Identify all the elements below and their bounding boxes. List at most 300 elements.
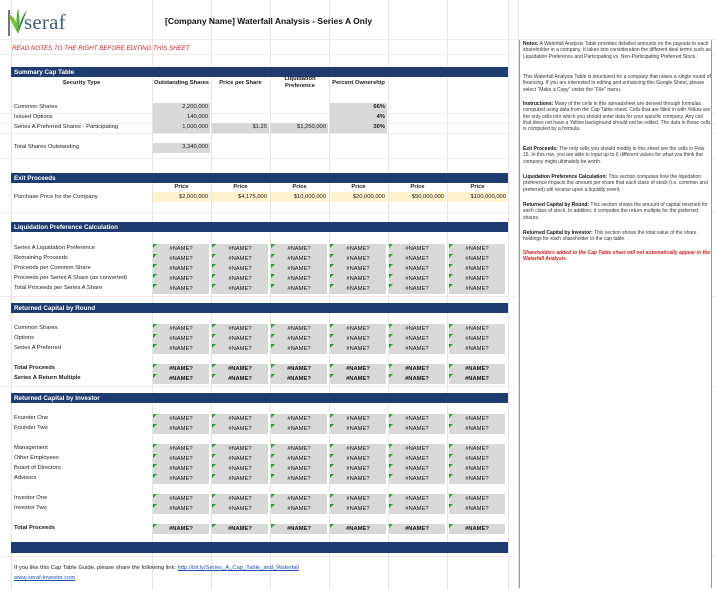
shares-options: 140,000 [187, 114, 208, 120]
formula-error-cell[interactable] [389, 344, 445, 354]
price-header: Price [351, 184, 366, 190]
formula-error-cell[interactable] [153, 374, 209, 384]
formula-error-cell[interactable] [389, 364, 445, 374]
formula-error-cell[interactable] [389, 254, 445, 264]
formula-error-text: #NAME? [346, 425, 370, 432]
exit-price-value: $100,000,000 [470, 194, 506, 200]
formula-error-cell[interactable] [449, 474, 505, 484]
formula-error-text: #NAME? [228, 445, 252, 452]
col-header-liquidation-preference: Liquidation Preference [284, 76, 316, 89]
formula-error-text: #NAME? [287, 415, 311, 422]
formula-error-cell[interactable] [153, 524, 209, 534]
row-label-liq: Series A Liquidation Preference [14, 245, 95, 251]
formula-error-text: #NAME? [169, 265, 193, 272]
formula-error-text: #NAME? [287, 335, 311, 342]
formula-error-cell[interactable] [271, 524, 327, 534]
formula-error-text: #NAME? [228, 505, 252, 512]
formula-error-cell[interactable] [153, 344, 209, 354]
formula-error-text: #NAME? [346, 345, 370, 352]
formula-error-text: #NAME? [465, 475, 489, 482]
note-instructions-text: Many of the cells in this spreadsheet are derived through formulas computed using data from the Cap Table sheet. Cells that are filled in with Yellow are the only cells into which you should enter data for your specific company. Any cell that does not have a Yellow background should not be edited. The data in these cells is computed by a formula. [523, 101, 711, 133]
formula-error-cell[interactable] [153, 444, 209, 454]
formula-error-cell[interactable] [330, 524, 386, 534]
formula-error-text: #NAME? [228, 325, 252, 332]
formula-error-text: #NAME? [465, 325, 489, 332]
formula-error-text: #NAME? [465, 425, 489, 432]
formula-error-cell[interactable] [212, 524, 268, 534]
formula-error-text: #NAME? [346, 275, 370, 282]
section-summary-cap-table: Summary Cap Table [11, 67, 508, 77]
formula-error-cell[interactable] [389, 324, 445, 334]
formula-error-cell[interactable] [271, 334, 327, 344]
formula-error-cell[interactable] [271, 414, 327, 424]
formula-error-text: #NAME? [169, 255, 193, 262]
row-label-investor: Investor One [14, 495, 48, 501]
shares-series-a: 1,000,000 [182, 124, 208, 130]
formula-error-cell[interactable] [389, 284, 445, 294]
page-title: [Company Name] Waterfall Analysis - Series A Only [165, 16, 373, 26]
formula-error-text: #NAME? [346, 495, 370, 502]
formula-error-text: #NAME? [346, 335, 370, 342]
formula-error-cell[interactable] [389, 504, 445, 514]
share-link[interactable]: http://bit.ly/Series_A_Cap_Table_and_Waterfall [177, 565, 299, 571]
formula-error-cell[interactable] [449, 444, 505, 454]
row-label-investor: Advisors [14, 475, 37, 481]
section-exit-proceeds: Exit Proceeds [11, 173, 508, 183]
formula-error-cell[interactable] [389, 524, 445, 534]
formula-error-cell[interactable] [449, 324, 505, 334]
formula-error-cell[interactable] [212, 474, 268, 484]
formula-error-cell[interactable] [330, 424, 386, 434]
formula-error-cell[interactable] [212, 504, 268, 514]
exit-price-value: $4,175,000 [237, 194, 267, 200]
note-liq [523, 174, 711, 193]
formula-error-text: #NAME? [465, 495, 489, 502]
formula-error-cell[interactable] [212, 254, 268, 264]
formula-error-cell[interactable] [153, 274, 209, 284]
formula-error-cell[interactable] [449, 454, 505, 464]
formula-error-text: #NAME? [346, 365, 370, 372]
formula-error-text: #NAME? [346, 505, 370, 512]
formula-error-cell[interactable] [212, 324, 268, 334]
note-instructions [523, 101, 711, 132]
note-round-text: This section shows the amount of capital returned for each class of stock. In addition, it computes the return multiple for the preferred shares. [523, 202, 708, 221]
row-label-return-multiple: Series A Return Multiple [14, 375, 81, 381]
formula-error-cell[interactable] [389, 334, 445, 344]
price-header: Price [233, 184, 248, 190]
formula-error-cell[interactable] [153, 454, 209, 464]
pct-common: 66% [373, 104, 385, 110]
formula-error-cell[interactable] [153, 264, 209, 274]
formula-error-cell[interactable] [271, 504, 327, 514]
formula-error-cell[interactable] [271, 444, 327, 454]
row-label-total-shares: Total Shares Outstanding [14, 144, 80, 150]
formula-error-text: #NAME? [465, 525, 489, 532]
formula-error-text: #NAME? [228, 425, 252, 432]
formula-error-text: #NAME? [287, 505, 311, 512]
share-text [14, 565, 299, 571]
gridline [11, 0, 12, 590]
row-label-investor-total: Total Proceeds [14, 525, 56, 531]
formula-error-text: #NAME? [405, 345, 429, 352]
formula-error-text: #NAME? [287, 365, 311, 372]
exit-price-value: $10,000,000 [293, 194, 326, 200]
formula-error-cell[interactable] [153, 494, 209, 504]
formula-error-cell[interactable] [389, 414, 445, 424]
formula-error-cell[interactable] [449, 274, 505, 284]
formula-error-text: #NAME? [465, 505, 489, 512]
formula-error-text: #NAME? [169, 525, 193, 532]
note-investor [523, 230, 711, 243]
gridline [447, 0, 448, 590]
formula-error-text: #NAME? [287, 375, 311, 382]
formula-error-text: #NAME? [169, 325, 193, 332]
formula-error-text: #NAME? [405, 415, 429, 422]
formula-error-text: #NAME? [465, 375, 489, 382]
note-exit-head: Exit Proceeds: [523, 146, 558, 152]
formula-error-cell[interactable] [271, 464, 327, 474]
formula-error-cell[interactable] [330, 444, 386, 454]
formula-error-text: #NAME? [287, 265, 311, 272]
row-label-series-a: Series A Preferred Shares - Participating [14, 124, 119, 130]
formula-error-cell[interactable] [389, 494, 445, 504]
pct-options: 4% [376, 114, 385, 120]
formula-error-cell[interactable] [330, 244, 386, 254]
formula-error-text: #NAME? [169, 365, 193, 372]
formula-error-text: #NAME? [228, 475, 252, 482]
formula-error-cell[interactable] [212, 414, 268, 424]
footer-bar [11, 542, 508, 553]
formula-error-cell[interactable] [212, 464, 268, 474]
formula-error-text: #NAME? [405, 375, 429, 382]
formula-error-cell[interactable] [212, 344, 268, 354]
formula-error-text: #NAME? [346, 465, 370, 472]
row-label-investor: Board of Directors [14, 465, 61, 471]
pref-series-a: $1,250,000 [296, 124, 326, 130]
formula-error-text: #NAME? [346, 255, 370, 262]
formula-error-cell[interactable] [330, 504, 386, 514]
formula-error-cell[interactable] [271, 474, 327, 484]
formula-error-text: #NAME? [465, 365, 489, 372]
formula-error-text: #NAME? [405, 445, 429, 452]
formula-error-text: #NAME? [405, 255, 429, 262]
formula-error-cell[interactable] [330, 414, 386, 424]
col-header-outstanding-shares: Outstanding Shares [153, 80, 210, 86]
formula-error-text: #NAME? [228, 465, 252, 472]
formula-error-text: #NAME? [405, 275, 429, 282]
formula-error-text: #NAME? [169, 465, 193, 472]
formula-error-text: #NAME? [169, 375, 193, 382]
formula-error-text: #NAME? [465, 415, 489, 422]
formula-error-cell[interactable] [330, 454, 386, 464]
formula-error-cell[interactable] [271, 374, 327, 384]
formula-error-text: #NAME? [465, 265, 489, 272]
formula-error-cell[interactable] [153, 324, 209, 334]
formula-error-cell[interactable] [330, 334, 386, 344]
formula-error-text: #NAME? [465, 345, 489, 352]
formula-error-cell[interactable] [212, 364, 268, 374]
formula-error-text: #NAME? [228, 375, 252, 382]
formula-error-text: #NAME? [228, 245, 252, 252]
formula-error-cell[interactable] [449, 504, 505, 514]
formula-error-cell[interactable] [212, 444, 268, 454]
formula-error-cell[interactable] [212, 374, 268, 384]
formula-error-cell[interactable] [449, 494, 505, 504]
formula-error-text: #NAME? [405, 505, 429, 512]
formula-error-cell[interactable] [271, 344, 327, 354]
formula-error-cell[interactable] [449, 464, 505, 474]
formula-error-text: #NAME? [346, 455, 370, 462]
price-header: Price [410, 184, 425, 190]
col-header-percent-ownership: Percent Ownership [332, 80, 385, 86]
note-intro-text: A Waterfall Analysis Table provides detailed amounts on the payouts to each shareholder in a company. It takes into consideration the different deal terms such as Liquidation Preference and Participating vs. Non-Participating Preferred Stock. [523, 41, 711, 60]
formula-error-text: #NAME? [465, 275, 489, 282]
row-label-purchase-price: Purchase Price for the Company [14, 194, 98, 200]
formula-error-text: #NAME? [287, 255, 311, 262]
formula-error-cell[interactable] [153, 244, 209, 254]
gridline [508, 0, 509, 590]
formula-error-text: #NAME? [405, 495, 429, 502]
formula-error-cell[interactable] [330, 254, 386, 264]
formula-error-text: #NAME? [228, 335, 252, 342]
formula-error-text: #NAME? [228, 285, 252, 292]
formula-error-text: #NAME? [287, 345, 311, 352]
col-header-price-per-share: Price per Share [219, 80, 262, 86]
formula-error-cell[interactable] [449, 424, 505, 434]
price-header: Price [174, 184, 189, 190]
formula-error-text: #NAME? [346, 325, 370, 332]
note-liq-text: This section computes how the liquidation preference impacts the amount per share that each class of stock (i.e. common and preferred) will receive upon a liquidity event. [523, 174, 708, 193]
formula-error-cell[interactable] [389, 244, 445, 254]
formula-error-cell[interactable] [153, 424, 209, 434]
formula-error-cell[interactable] [212, 264, 268, 274]
formula-error-cell[interactable] [153, 414, 209, 424]
formula-error-text: #NAME? [465, 285, 489, 292]
row-label-round: Common Shares [14, 325, 58, 331]
formula-error-text: #NAME? [169, 425, 193, 432]
formula-error-cell[interactable] [330, 274, 386, 284]
formula-error-text: #NAME? [169, 345, 193, 352]
formula-error-text: #NAME? [405, 285, 429, 292]
formula-error-text: #NAME? [465, 465, 489, 472]
formula-error-cell[interactable] [212, 494, 268, 504]
formula-error-text: #NAME? [169, 475, 193, 482]
formula-error-cell[interactable] [271, 254, 327, 264]
note-warning: Shareholders added to the Cap Table sheet will not automatically appear in the Waterfall Analysis. [523, 250, 711, 263]
logo-wordmark: seraf [24, 10, 66, 34]
formula-error-cell[interactable] [389, 444, 445, 454]
formula-error-cell[interactable] [271, 264, 327, 274]
formula-error-text: #NAME? [228, 525, 252, 532]
note-structure: This Waterfall Analysis Table is structured for a company that raises a single round of financing. If you are interested in editing and enhancing this Google Sheet, please select "Make a Copy" under the "File" menu. [523, 74, 711, 93]
formula-error-cell[interactable] [271, 274, 327, 284]
share-text-label: If you like this Cap Table Guide, please share the following link: [14, 565, 176, 571]
formula-error-cell[interactable] [449, 364, 505, 374]
formula-error-text: #NAME? [228, 495, 252, 502]
formula-error-cell[interactable] [153, 334, 209, 344]
row-label-liq: Remaining Proceeds [14, 255, 68, 261]
row-label-liq: Proceeds per Series A Share (as converted) [14, 275, 128, 281]
formula-error-cell[interactable] [153, 364, 209, 374]
note-intro [523, 41, 711, 60]
formula-error-cell[interactable] [271, 424, 327, 434]
formula-error-text: #NAME? [346, 375, 370, 382]
formula-error-cell[interactable] [330, 474, 386, 484]
formula-error-cell[interactable] [449, 254, 505, 264]
formula-error-text: #NAME? [287, 445, 311, 452]
note-exit [523, 146, 711, 165]
formula-error-text: #NAME? [287, 495, 311, 502]
formula-error-text: #NAME? [346, 285, 370, 292]
formula-error-text: #NAME? [465, 255, 489, 262]
formula-error-cell[interactable] [449, 284, 505, 294]
formula-error-text: #NAME? [465, 245, 489, 252]
formula-error-cell[interactable] [449, 244, 505, 254]
formula-error-text: #NAME? [405, 455, 429, 462]
formula-error-cell[interactable] [389, 264, 445, 274]
formula-error-text: #NAME? [287, 475, 311, 482]
row-label-investor: Investor Two [14, 505, 47, 511]
formula-error-cell[interactable] [389, 274, 445, 284]
row-label-investor: Management [14, 445, 48, 451]
formula-error-cell[interactable] [330, 264, 386, 274]
formula-error-text: #NAME? [228, 415, 252, 422]
formula-error-cell[interactable] [330, 284, 386, 294]
formula-error-cell[interactable] [449, 414, 505, 424]
note-investor-head: Returned Capital by Investor: [523, 230, 593, 236]
formula-error-text: #NAME? [169, 445, 193, 452]
formula-error-cell[interactable] [153, 284, 209, 294]
formula-error-text: #NAME? [169, 335, 193, 342]
formula-error-cell[interactable] [389, 454, 445, 464]
note-round-head: Returned Capital by Round: [523, 202, 590, 208]
formula-error-text: #NAME? [228, 255, 252, 262]
row-label-investor: Founder One [14, 415, 49, 421]
formula-error-cell[interactable] [330, 344, 386, 354]
formula-error-cell[interactable] [153, 474, 209, 484]
formula-error-cell[interactable] [212, 334, 268, 344]
formula-error-text: #NAME? [228, 455, 252, 462]
note-exit-text: The only cells you should modify in this sheet are the cells in Row 15. In this row, you are able to input up to 6 different values for what you think the company might ultimately be worth. [523, 146, 705, 165]
formula-error-text: #NAME? [405, 335, 429, 342]
formula-error-cell[interactable] [271, 324, 327, 334]
website-link[interactable]: www.seraf-investor.com [14, 575, 76, 581]
formula-error-text: #NAME? [228, 365, 252, 372]
note-round [523, 202, 711, 221]
row-label-common: Common Shares [14, 104, 58, 110]
formula-error-text: #NAME? [405, 325, 429, 332]
note-investor-text: This section shows the total value of the share holdings for each shareholder in the cap table. [523, 230, 697, 243]
formula-error-text: #NAME? [465, 445, 489, 452]
formula-error-text: #NAME? [228, 265, 252, 272]
formula-error-cell[interactable] [330, 364, 386, 374]
exit-price-value: $50,000,000 [411, 194, 444, 200]
exit-price-value: $20,000,000 [352, 194, 385, 200]
formula-error-text: #NAME? [405, 465, 429, 472]
formula-error-text: #NAME? [287, 525, 311, 532]
price-header: Price [470, 184, 485, 190]
formula-error-cell[interactable] [271, 364, 327, 374]
formula-error-cell[interactable] [449, 344, 505, 354]
formula-error-text: #NAME? [287, 275, 311, 282]
formula-error-cell[interactable] [271, 494, 327, 504]
text-cursor [8, 10, 10, 36]
formula-error-text: #NAME? [169, 505, 193, 512]
formula-error-cell[interactable] [389, 464, 445, 474]
formula-error-text: #NAME? [346, 445, 370, 452]
price-series-a: $1.25 [252, 124, 267, 130]
row-label-round: Options [14, 335, 34, 341]
total-shares-value: 3,340,000 [182, 144, 208, 150]
formula-error-text: #NAME? [405, 245, 429, 252]
formula-error-cell[interactable] [330, 464, 386, 474]
formula-error-text: #NAME? [346, 415, 370, 422]
formula-error-cell[interactable] [212, 454, 268, 464]
formula-error-cell[interactable] [153, 254, 209, 264]
formula-error-cell[interactable] [153, 504, 209, 514]
formula-error-cell[interactable] [389, 374, 445, 384]
formula-error-text: #NAME? [228, 345, 252, 352]
price-header: Price [292, 184, 307, 190]
formula-error-cell[interactable] [330, 324, 386, 334]
formula-error-text: #NAME? [169, 275, 193, 282]
pct-series-a: 30% [373, 124, 385, 130]
warning-note: READ NOTES TO THE RIGHT BEFORE EDITING THIS SHEET [12, 45, 190, 52]
formula-error-text: #NAME? [287, 245, 311, 252]
formula-error-text: #NAME? [346, 265, 370, 272]
formula-error-text: #NAME? [465, 455, 489, 462]
formula-error-cell[interactable] [212, 424, 268, 434]
row-label-investor: Other Employees [14, 455, 59, 461]
row-label-investor: Founder Two [14, 425, 48, 431]
formula-error-text: #NAME? [287, 325, 311, 332]
section-returned-by-round: Returned Capital by Round [11, 303, 508, 313]
formula-error-cell[interactable] [153, 464, 209, 474]
formula-error-cell[interactable] [330, 494, 386, 504]
formula-error-cell[interactable] [212, 244, 268, 254]
formula-error-cell[interactable] [212, 274, 268, 284]
formula-error-text: #NAME? [169, 455, 193, 462]
formula-error-text: #NAME? [169, 415, 193, 422]
formula-error-cell[interactable] [449, 334, 505, 344]
formula-error-cell[interactable] [449, 264, 505, 274]
formula-error-cell[interactable] [449, 524, 505, 534]
formula-error-text: #NAME? [346, 475, 370, 482]
formula-error-cell[interactable] [389, 474, 445, 484]
formula-error-text: #NAME? [228, 275, 252, 282]
notes-panel [519, 40, 712, 588]
formula-error-text: #NAME? [405, 365, 429, 372]
exit-price-value: $2,000,000 [178, 194, 208, 200]
formula-error-cell[interactable] [449, 374, 505, 384]
formula-error-cell[interactable] [389, 424, 445, 434]
section-returned-by-investor: Returned Capital by Investor [11, 393, 508, 403]
formula-error-cell[interactable] [271, 244, 327, 254]
formula-error-text: #NAME? [405, 425, 429, 432]
formula-error-text: #NAME? [346, 245, 370, 252]
shares-common: 2,200,000 [182, 104, 208, 110]
note-intro-head: Notes: [523, 41, 539, 47]
formula-error-text: #NAME? [405, 265, 429, 272]
formula-error-cell[interactable] [271, 454, 327, 464]
seraf-logo [6, 6, 86, 36]
row-label-liq: Proceeds per Common Share [14, 265, 91, 271]
formula-error-text: #NAME? [405, 475, 429, 482]
formula-error-cell[interactable] [330, 374, 386, 384]
formula-error-cell[interactable] [271, 284, 327, 294]
formula-error-text: #NAME? [169, 285, 193, 292]
formula-error-cell[interactable] [212, 284, 268, 294]
